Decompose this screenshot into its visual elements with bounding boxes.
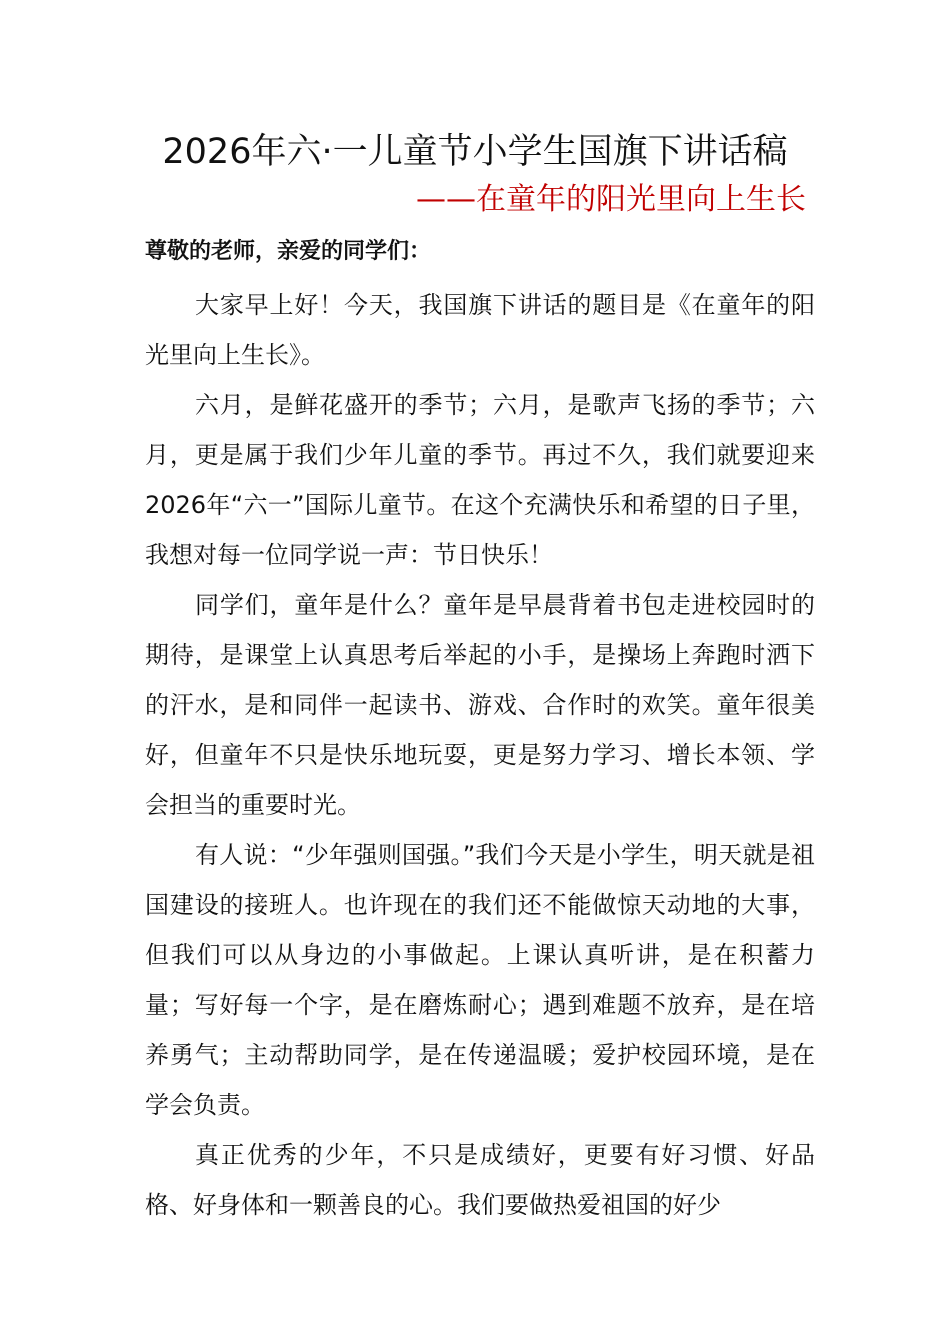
paragraph-3: 同学们，童年是什么？童年是早晨背着书包走进校园时的期待，是课堂上认真思考后举起的小手，是操场上奔跑时洒下的汗水，是和同伴一起读书、游戏、合作时的欢笑。童年很美好，但童年不只是快乐地玩耍，更是努力学习、增长本领、学会担当的重要时光。 [145, 591, 815, 819]
salutation: 尊敬的老师，亲爱的同学们： [145, 239, 432, 264]
speech-body [145, 280, 815, 1230]
paragraph-4: 有人说：“少年强则国强。”我们今天是小学生，明天就是祖国建设的接班人。也许现在的我们还不能做惊天动地的大事，但我们可以从身边的小事做起。上课认真听讲，是在积蓄力量；写好每一个字，是在磨炼耐心；遇到难题不放弃，是在培养勇气；主动帮助同学，是在传递温暖；爱护校园环境，是在学会负责。 [145, 841, 815, 1119]
document-subtitle: ——在童年的阳光里向上生长 [416, 182, 806, 217]
paragraph-2: 六月，是鲜花盛开的季节；六月，是歌声飞扬的季节；六月，更是属于我们少年儿童的季节。再过不久，我们就要迎来2026年“六一”国际儿童节。在这个充满快乐和希望的日子里，我想对每一位同学说一声：节日快乐！ [145, 391, 815, 569]
document-title: 2026年六·一儿童节小学生国旗下讲话稿 [162, 132, 788, 172]
paragraph-1: 大家早上好！今天，我国旗下讲话的题目是《在童年的阳光里向上生长》。 [145, 291, 815, 369]
paragraph-5: 真正优秀的少年，不只是成绩好，更要有好习惯、好品格、好身体和一颗善良的心。我们要做热爱祖国的好少 [145, 1141, 815, 1219]
